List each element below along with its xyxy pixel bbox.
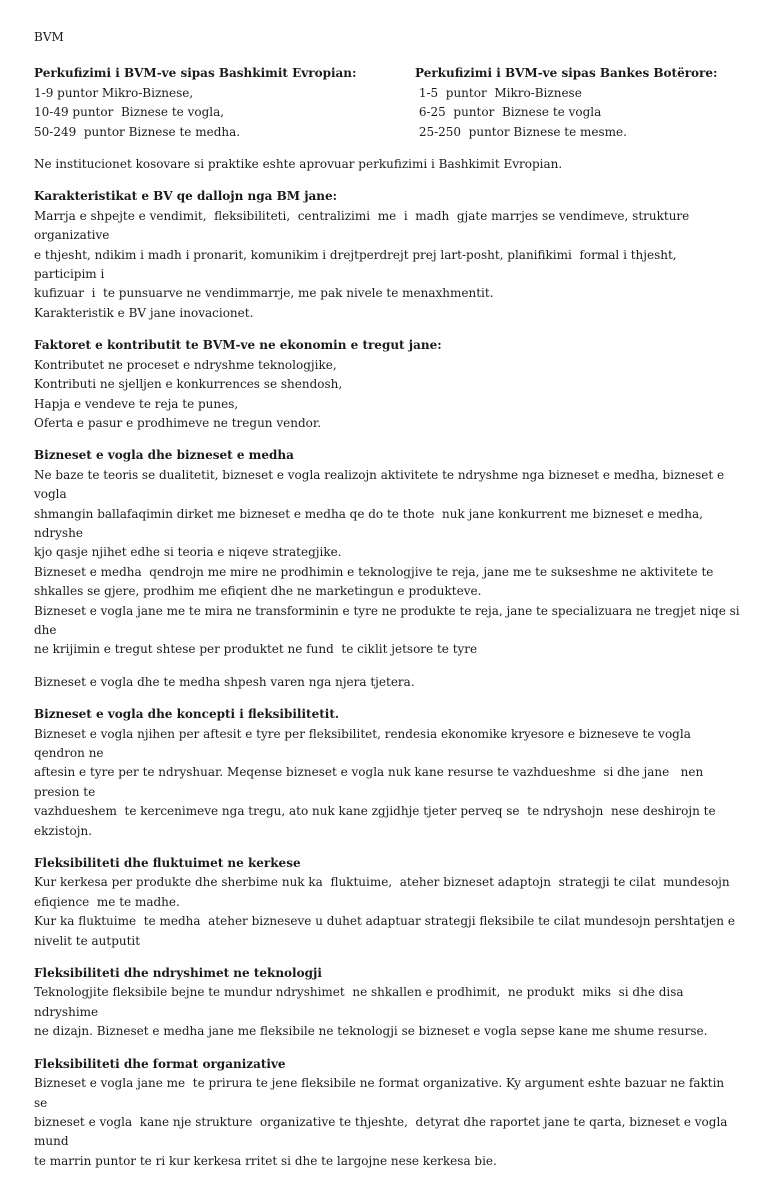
section-heading: Fleksibiliteti dhe fluktuimet ne kerkese [34, 856, 301, 871]
document-title: BVM [34, 30, 64, 44]
section-text-line: Kur ka fluktuime te medha ateher bizneseve u duhet adaptuar strategji fleksibile te cilat mundesojn pershtatjen e [34, 914, 735, 929]
section-paragraph [34, 187, 740, 323]
section-text-line: Oferta e pasur e prodhimeve ne tregun vendor. [34, 415, 322, 430]
section-text-line: ne krijimin e tregut shtese per produktet ne fund te ciklit jetsore te tyre [34, 642, 478, 657]
wb-definition-line: 1-5 puntor Mikro-Biznese [415, 85, 582, 100]
definitions-block [34, 64, 740, 142]
section-text-line: Bizneset e vogla dhe te medha shpesh varen nga njera tjetera. [34, 674, 415, 689]
section-text-line: ne dizajn. Bizneset e medha jane me fleksibile ne teknologji se bizneset e vogla sepse kane me shume resurse. [34, 1024, 708, 1039]
section-text-line: bizneset e vogla kane nje strukture organizative te thjeshte, detyrat dhe raportet jane te qarta, bizneset e vogla mund [34, 1114, 732, 1149]
section-heading: Karakteristikat e BV qe dallojn nga BM jane: [34, 189, 338, 204]
section-text-line: Kontributet ne proceset e ndryshme teknologjike, [34, 357, 337, 372]
section-text-line: Kur kerkesa per produkte dhe sherbime nuk ka fluktuime, ateher bizneset adaptojn strategji te cilat mundesojn [34, 875, 730, 890]
section-text-line: Teknologjite fleksibile bejne te mundur ndryshimet ne shkallen e prodhimit, ne produkt miks si dhe disa ndryshime [34, 985, 688, 1019]
section-text-line: Kontributi ne sjelljen e konkurrences se shendosh, [34, 377, 343, 392]
section-text-line: Ne baze te teoris se dualitetit, bizneset e vogla realizojn aktivitete te ndryshme nga bizneset e medha, bizneset e vogla [34, 467, 728, 502]
section-paragraph [34, 854, 740, 951]
section-paragraph [34, 446, 744, 659]
section-text-line: Bizneset e medha qendrojn me mire ne prodhimin e teknologjive te reja, jane me te sukseshme ne aktivitete te [34, 564, 714, 579]
kosovo-note: Ne institucionet kosovare si praktike eshte aprovuar perkufizimi i Bashkimit Evropian. [34, 157, 563, 172]
section-text-line: Bizneset e vogla njihen per aftesit e tyre per fleksibilitet, rendesia ekonomike kryesore e bizneseve te vogla qendron ne [34, 726, 695, 760]
section-text-line: Marrja e shpejte e vendimit, fleksibiliteti, centralizimi me i madh gjate marrjes se vendimeve, strukture organizative [34, 208, 694, 243]
section-paragraph [34, 673, 740, 692]
section-text-line: ekzistojn. [34, 823, 93, 838]
wb-definition-line: 6-25 puntor Biznese te vogla [415, 105, 602, 120]
section-paragraph [34, 1055, 740, 1171]
eu-definition-line: 1-9 puntor Mikro-Biznese, [34, 85, 194, 100]
section-paragraph [34, 964, 740, 1042]
section-heading: Faktoret e kontributit te BVM-ve ne ekonomin e tregut jane: [34, 338, 442, 353]
section-text-line: aftesin e tyre per te ndryshuar. Meqense bizneset e vogla nuk kane resurse te vazhdueshme si dhe jane nen presion te [34, 765, 708, 799]
eu-definition [34, 64, 415, 142]
wb-definition-line: 25-250 puntor Biznese te mesme. [415, 124, 627, 139]
wb-definition [415, 64, 740, 142]
section-paragraph [34, 705, 740, 841]
section-heading: Bizneset e vogla dhe bizneset e medha [34, 448, 294, 463]
section-heading: Bizneset e vogla dhe koncepti i fleksibilitetit. [34, 707, 340, 722]
section-text-line: vazhdueshem te kercenimeve nga tregu, ato nuk kane zgjidhje tjeter perveq se te ndryshojn nese deshirojn te [34, 804, 716, 819]
section-heading: Fleksibiliteti dhe ndryshimet ne teknologji [34, 966, 322, 981]
section-text-line: nivelit te autputit [34, 933, 141, 948]
section-text-line: te marrin puntor te ri kur kerkesa rritet si dhe te largojne nese kerkesa bie. [34, 1153, 497, 1168]
eu-definition-line: 50-249 puntor Biznese te medha. [34, 124, 241, 139]
section-text-line: Bizneset e vogla jane me te prirura te jene fleksibile ne format organizative. Ky argument eshte bazuar ne faktin se [34, 1076, 728, 1110]
document-page [34, 28, 744, 1184]
section-paragraph [34, 336, 740, 433]
eu-definition-heading: Perkufizimi i BVM-ve sipas Bashkimit Evropian: [34, 66, 357, 81]
eu-definition-line: 10-49 puntor Biznese te vogla, [34, 105, 225, 120]
wb-definition-heading: Perkufizimi i BVM-ve sipas Bankes Botërore: [415, 66, 718, 81]
section-text-line: efiqience me te madhe. [34, 894, 180, 909]
section-text-line: kufizuar i te punsuarve ne vendimmarrje, me pak nivele te menaxhmentit. [34, 286, 494, 301]
section-text-line: Karakteristik e BV jane inovacionet. [34, 305, 254, 320]
section-text-line: Hapja e vendeve te reja te punes, [34, 396, 239, 411]
section-text-line: e thjesht, ndikim i madh i pronarit, komunikim i drejtperdrejt prej lart-posht, planifikimi formal i thjesht, participim i [34, 247, 681, 282]
section-text-line: shmangin ballafaqimin dirket me bizneset e medha qe do te thote nuk jane konkurrent me bizneset e medha, ndryshe [34, 506, 711, 540]
section-text-line: Bizneset e vogla jane me te mira ne transforminin e tyre ne produkte te reja, jane te specializuara ne tregjet niqe si dhe [34, 603, 744, 637]
section-heading: Fleksibiliteti dhe format organizative [34, 1056, 286, 1071]
section-text-line: shkalles se gjere, prodhim me efiqient dhe ne marketingun e produkteve. [34, 584, 482, 599]
section-text-line: kjo qasje njihet edhe si teoria e niqeve strategjike. [34, 545, 342, 560]
